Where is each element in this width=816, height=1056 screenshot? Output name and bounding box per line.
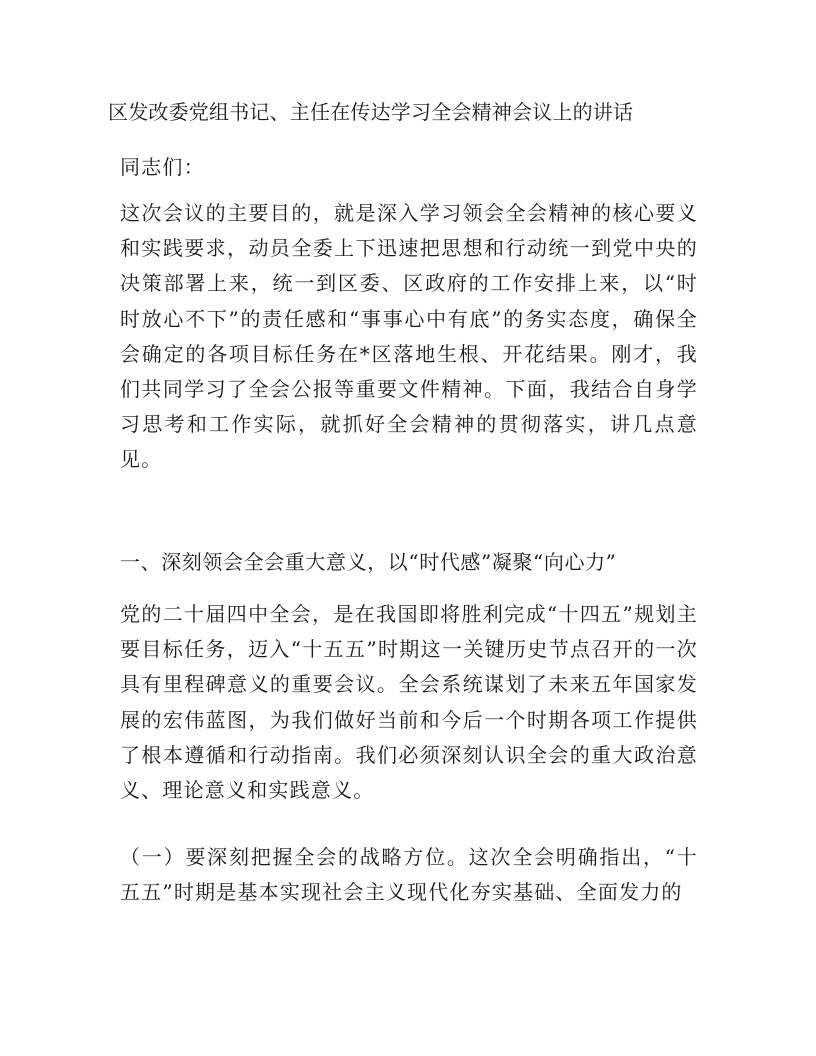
- document-title: 区发改委党组书记、主任在传达学习全会精神会议上的讲话: [108, 100, 634, 124]
- subsection-1-paragraph: （一）要深刻把握全会的战略方位。这次全会明确指出，“十五五”时期是基本实现社会主义现代化夯实基础、全面发力的: [120, 845, 698, 905]
- salutation: 同志们：: [120, 155, 205, 179]
- section-heading-1: 一、深刻领会全会重大意义，以“时代感”凝聚“向心力”: [120, 550, 617, 574]
- section-1-paragraph: 党的二十届四中全会，是在我国即将胜利完成“十四五”规划主要目标任务，迈入“十五五”时期这一关键历史节点召开的一次具有里程碑意义的重要会议。全会系统谋划了未来五年国家发展的宏伟蓝图，为我们做好当前和今后一个时期各项工作提供了根本遵循和行动指南。我们必须深刻认识全会的重大政治意义、理论意义和实践意义。: [120, 602, 698, 803]
- intro-paragraph: 这次会议的主要目的，就是深入学习领会全会精神的核心要义和实践要求，动员全委上下迅速把思想和行动统一到党中央的决策部署上来，统一到区委、区政府的工作安排上来，以“时时放心不下”的责任感和“事事心中有底”的务实态度，确保全会确定的各项目标任务在*区落地生根、开花结果。刚才，我们共同学习了全会公报等重要文件精神。下面，我结合自身学习思考和工作实际，就抓好全会精神的贯彻落实，讲几点意见。: [120, 201, 698, 472]
